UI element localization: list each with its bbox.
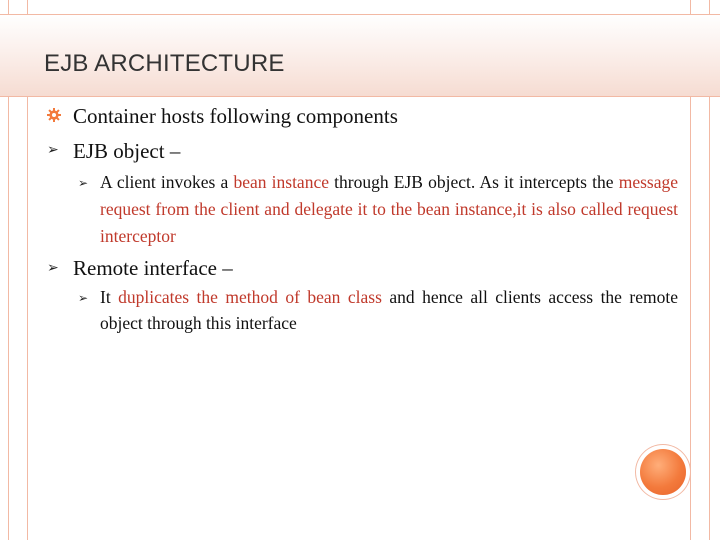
desc-highlight: duplicates the method of bean class [118, 287, 382, 307]
desc-text: It [100, 287, 119, 307]
slide-title: EJB ARCHITECTURE [44, 50, 285, 77]
arrow-bullet-icon: ➢ [78, 291, 89, 305]
remote-interface-description [100, 284, 678, 336]
bullet-ejb-object: EJB object – [73, 139, 181, 163]
desc-text: and hence all clients access the remote object through this interface [100, 287, 678, 333]
arrow-bullet-icon: ➢ [78, 176, 89, 190]
desc-highlight: message request from the client and delegate it to the bean instance,it is also called request interceptor [100, 172, 678, 246]
decorative-orb [640, 449, 686, 495]
arrow-bullet-icon: ➢ [47, 261, 59, 276]
ejb-object-description [100, 169, 678, 250]
desc-text: through EJB object. As it intercepts the [328, 172, 619, 192]
title-divider-top [0, 14, 720, 15]
gear-icon [47, 108, 61, 122]
arrow-bullet-icon: ➢ [47, 143, 59, 158]
bullet-container-components: Container hosts following components [73, 104, 398, 128]
desc-text: A client invokes a [100, 172, 234, 192]
bullet-remote-interface: Remote interface – [73, 256, 233, 280]
desc-highlight: bean instance [233, 172, 329, 192]
title-divider-bottom [0, 96, 720, 97]
